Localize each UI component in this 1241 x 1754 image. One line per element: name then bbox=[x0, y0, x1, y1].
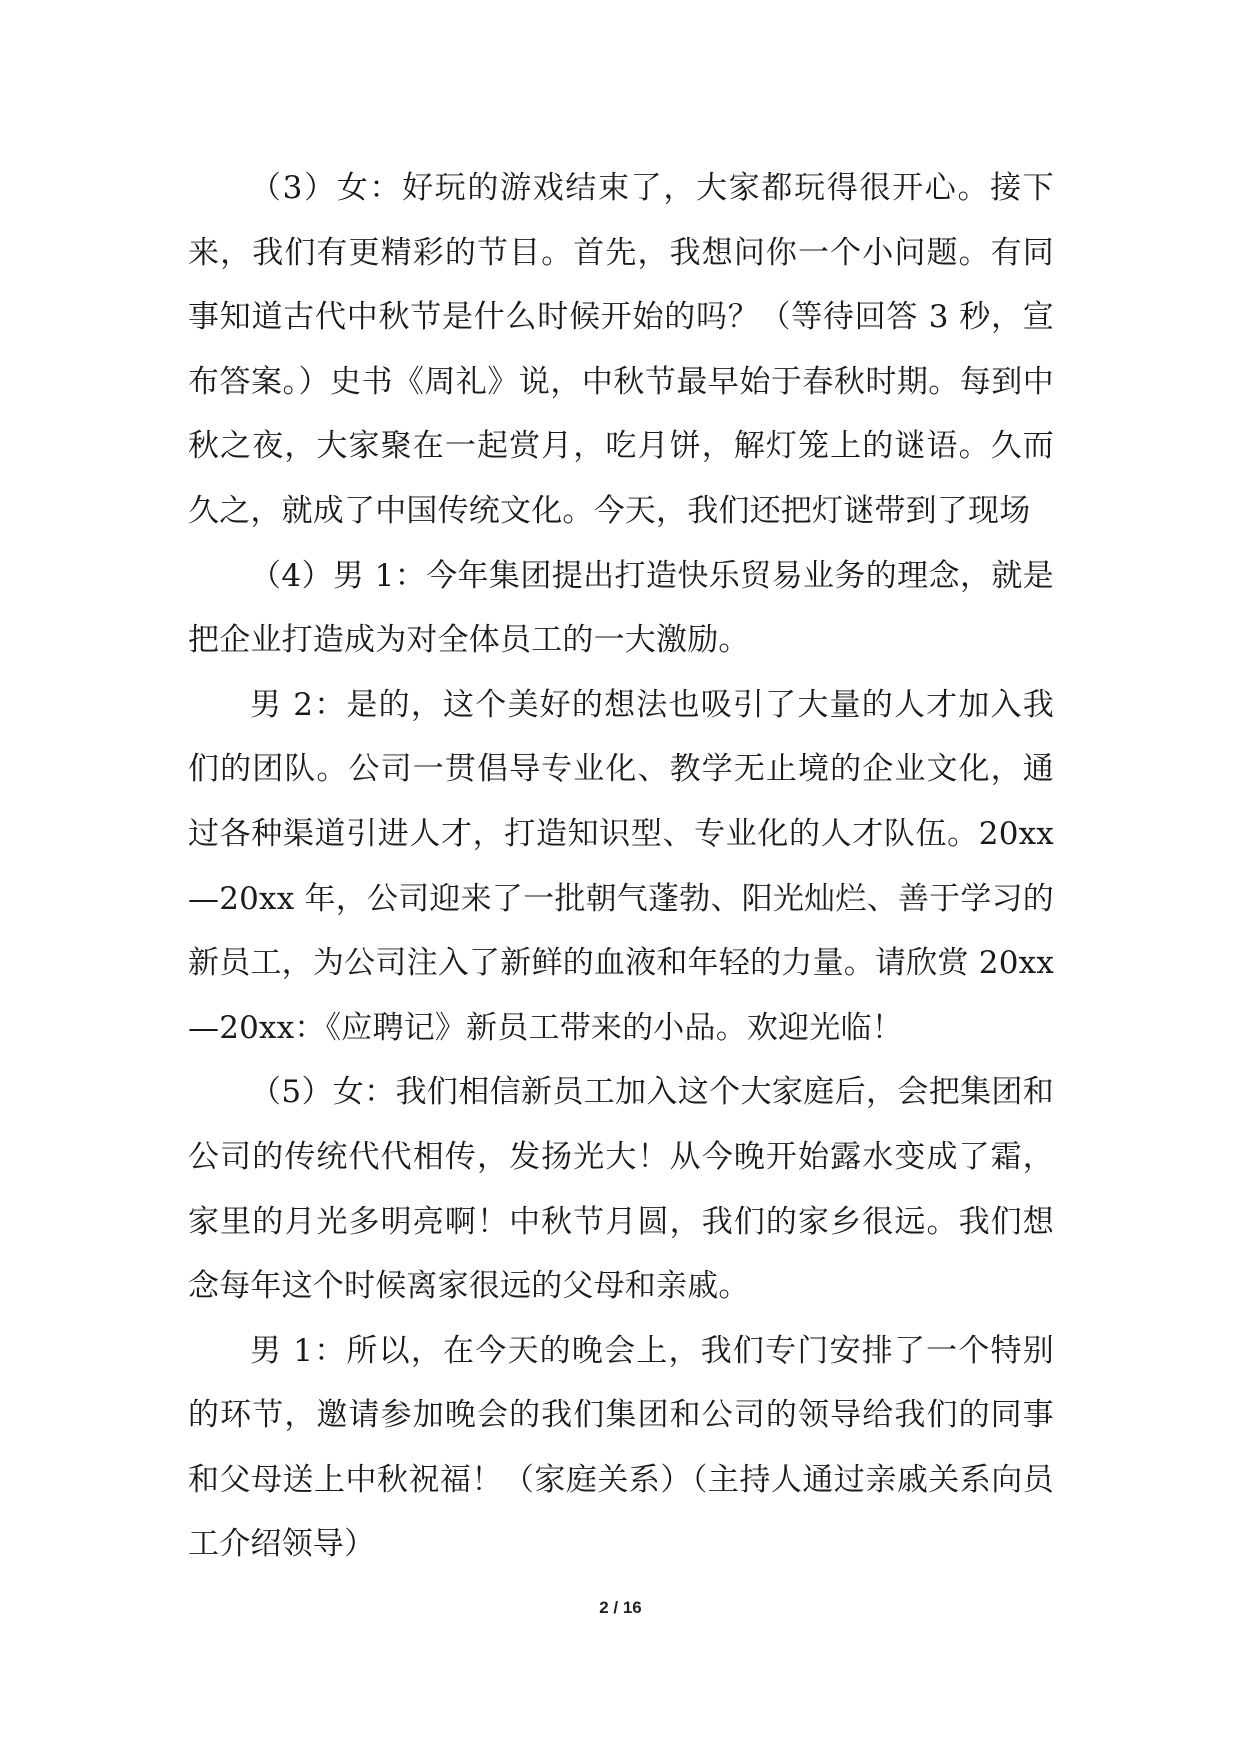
page-number: 2 / 16 bbox=[599, 1598, 642, 1617]
paragraph-blessings: 男 1：所以，在今天的晚会上，我们专门安排了一个特别的环节，邀请参加晚会的我们集团和公司的领导给我们的同事和父母送上中秋祝福！（家庭关系）（主持人通过亲戚关系向员工介绍领导） bbox=[188, 1332, 1054, 1563]
paragraph-tradition: （5）女：我们相信新员工加入这个大家庭后，会把集团和公司的传统代代相传，发扬光大！从今晚开始露水变成了霜，家里的月光多明亮啊！中秋节月圆，我们的家乡很远。我们想念每年这个时候离家很远的父母和亲戚。 bbox=[188, 1074, 1054, 1305]
paragraph-group-concept: （4）男 1：今年集团提出打造快乐贸易业务的理念，就是把企业打造成为对全体员工的一大激励。 bbox=[188, 557, 1054, 659]
document-body bbox=[188, 156, 1054, 1577]
paragraph-new-employees: 男 2：是的，这个美好的想法也吸引了大量的人才加入我们的团队。公司一贯倡导专业化、教学无止境的企业文化，通过各种渠道引进人才，打造知识型、专业化的人才队伍。20xx—20xx 年，公司迎来了一批朝气蓬勃、阳光灿烂、善于学习的新员工，为公司注入了新鲜的血液和年轻的力量。请欣赏 20xx—20xx：《应聘记》新员工带来的小品。欢迎光临！ bbox=[188, 686, 1054, 1046]
paragraph-game-ends: （3）女：好玩的游戏结束了，大家都玩得很开心。接下来，我们有更精彩的节目。首先，我想问你一个小问题。有同事知道古代中秋节是什么时候开始的吗？（等待回答 3 秒，宣布答案。）史书《周礼》说，中秋节最早始于春秋时期。每到中秋之夜，大家聚在一起赏月，吃月饼，解灯笼上的谜语。久而久之，就成了中国传统文化。今天，我们还把灯谜带到了现场 bbox=[188, 170, 1054, 529]
